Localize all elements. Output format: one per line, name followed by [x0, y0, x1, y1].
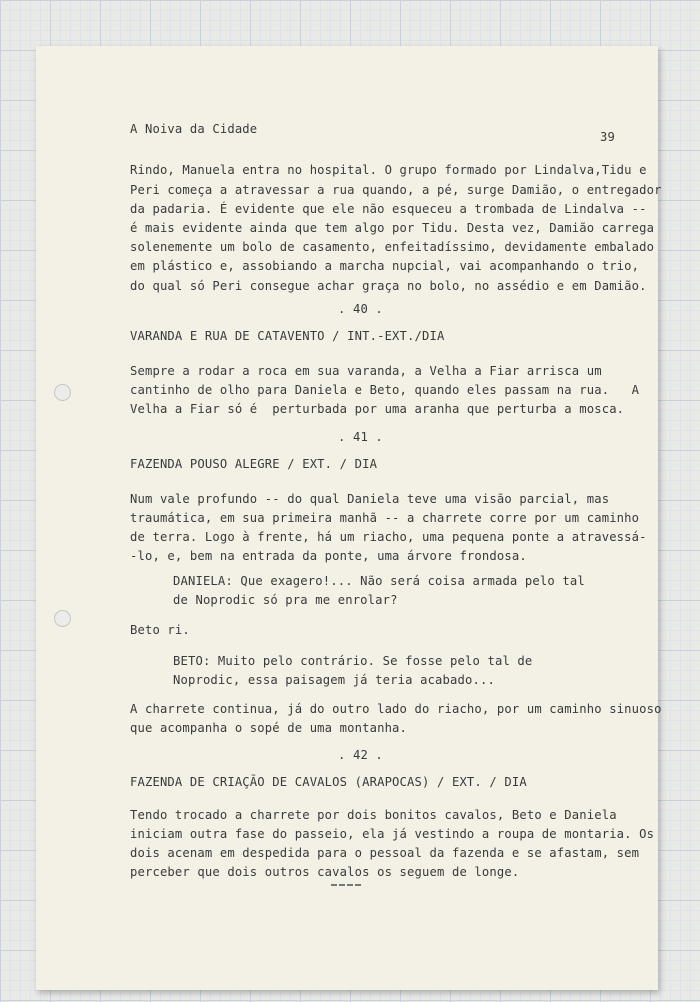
- text-line: traumática, em sua primeira manhã -- a charrete corre por um caminho: [130, 511, 640, 525]
- scene-number: . 41 .: [338, 430, 383, 444]
- text-line: perceber que dois outros cavalos os seguem de longe.: [130, 865, 520, 879]
- text-line: do qual só Peri consegue achar graça no bolo, no assédio e em Damião.: [130, 279, 647, 293]
- dialogue-line: DANIELA: Que exagero!... Não será coisa armada pelo tal: [173, 574, 585, 588]
- text-line: em plástico e, assobiando a marcha nupcial, vai acompanhando o trio,: [130, 259, 640, 273]
- dialogue-line: BETO: Muito pelo contrário. Se fosse pelo tal de: [173, 654, 533, 668]
- continuation-mark: [331, 884, 361, 889]
- punch-hole: [54, 384, 71, 401]
- text-line: de terra. Logo à frente, há um riacho, uma pequena ponte a atravessá-: [130, 530, 647, 544]
- scene-number: . 40 .: [338, 302, 383, 316]
- text-line: cantinho de olho para Daniela e Beto, quando eles passam na rua. A: [130, 383, 640, 397]
- scene-heading: FAZENDA DE CRIAÇÃO DE CAVALOS (ARAPOCAS) / EXT. / DIA: [130, 775, 527, 789]
- text-line: solenemente um bolo de casamento, enfeitadíssimo, devidamente embalado: [130, 240, 655, 254]
- text-line: Rindo, Manuela entra no hospital. O grupo formado por Lindalva,Tidu e: [130, 163, 647, 177]
- text-line: Sempre a rodar a roca em sua varanda, a Velha a Fiar arrisca um: [130, 364, 602, 378]
- text-line: -lo, e, bem na entrada da ponte, uma árvore frondosa.: [130, 549, 527, 563]
- punch-hole: [54, 610, 71, 627]
- text-line: A charrete continua, já do outro lado do riacho, por um caminho sinuoso: [130, 702, 662, 716]
- text-line: da padaria. É evidente que ele não esqueceu a trombada de Lindalva --: [130, 202, 647, 216]
- dialogue-line: Noprodic, essa paisagem já teria acabado...: [173, 673, 495, 687]
- document-title: A Noiva da Cidade: [130, 122, 258, 136]
- text-line: é mais evidente ainda que tem algo por Tidu. Desta vez, Damião carrega: [130, 221, 655, 235]
- script-page: [36, 46, 662, 990]
- page-number: 39: [600, 130, 615, 144]
- text-line: Velha a Fiar só é perturbada por uma aranha que perturba a mosca.: [130, 402, 625, 416]
- scene-heading: FAZENDA POUSO ALEGRE / EXT. / DIA: [130, 457, 378, 471]
- text-line: Num vale profundo -- do qual Daniela teve uma visão parcial, mas: [130, 492, 610, 506]
- text-line: iniciam outra fase do passeio, ela já vestindo a roupa de montaria. Os: [130, 827, 655, 841]
- scene-number: . 42 .: [338, 748, 383, 762]
- text-line: Peri começa a atravessar a rua quando, a pé, surge Damião, o entregador: [130, 183, 662, 197]
- text-line: dois acenam em despedida para o pessoal da fazenda e se afastam, sem: [130, 846, 640, 860]
- scene-heading: VARANDA E RUA DE CATAVENTO / INT.-EXT./DIA: [130, 329, 445, 343]
- text-line: Beto ri.: [130, 623, 190, 637]
- dialogue-line: de Noprodic só pra me enrolar?: [173, 593, 398, 607]
- text-line: que acompanha o sopé de uma montanha.: [130, 721, 408, 735]
- text-line: Tendo trocado a charrete por dois bonitos cavalos, Beto e Daniela: [130, 808, 617, 822]
